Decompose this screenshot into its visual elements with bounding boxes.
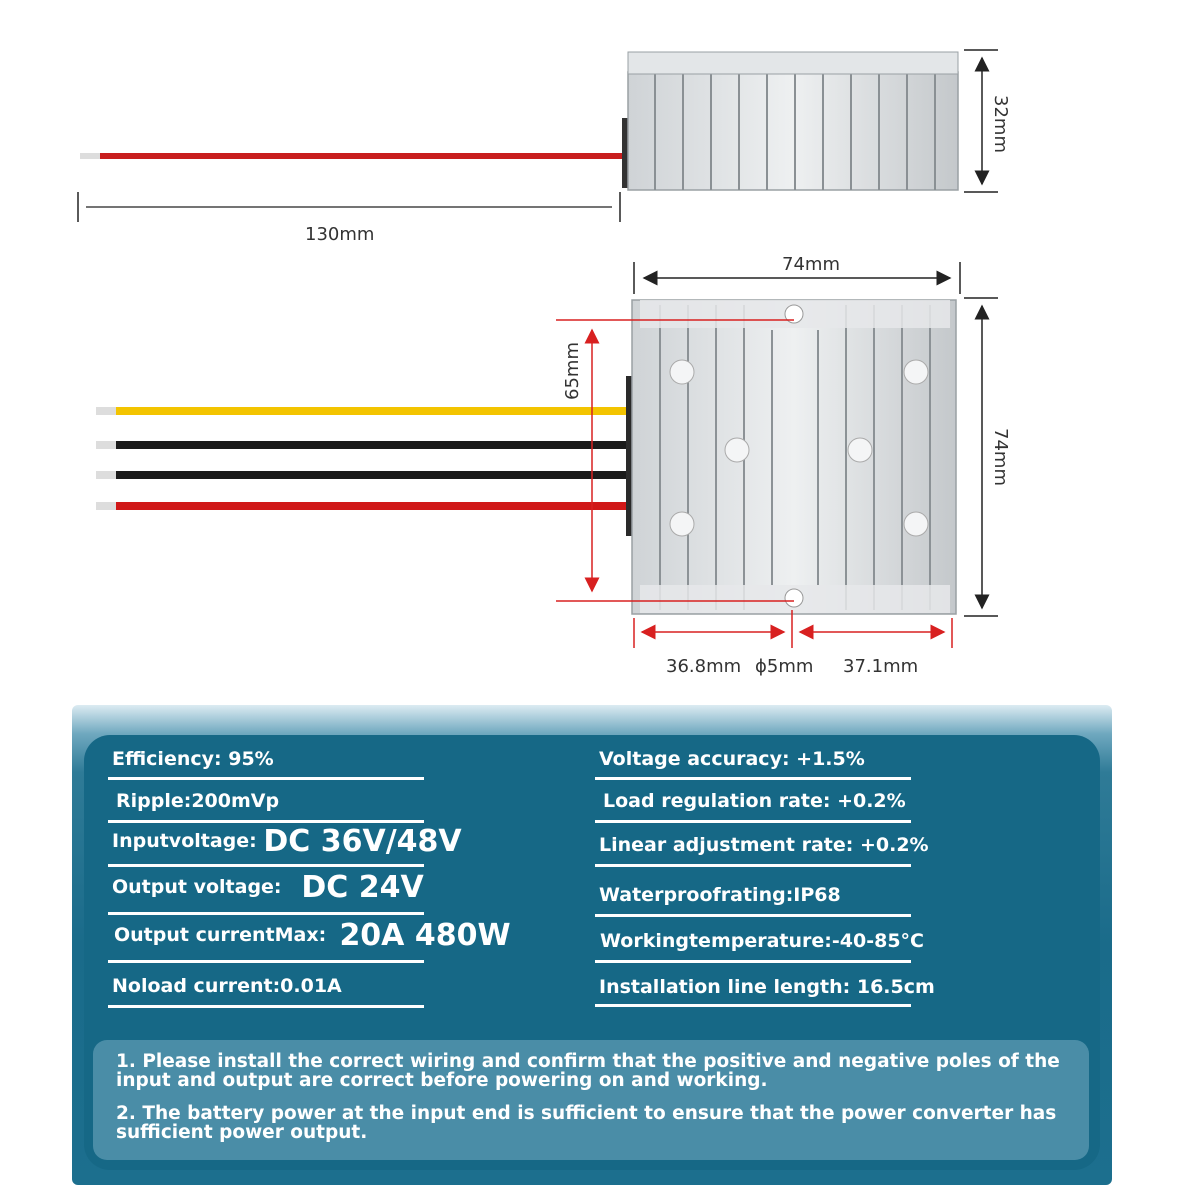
spec-load-regulation: Load regulation rate: +0.2% bbox=[603, 790, 906, 812]
dim-top-height: 74mm bbox=[990, 428, 1011, 486]
spec-output-current: Output currentMax: 20A 480W bbox=[114, 918, 511, 953]
top-view bbox=[96, 254, 1011, 677]
top-heatsink bbox=[632, 300, 956, 614]
dim-left-offset: 36.8mm bbox=[666, 656, 742, 677]
spec-linear-adjustment: Linear adjustment rate: +0.2% bbox=[599, 834, 929, 856]
spec-voltage-accuracy: Voltage accuracy: +1.5% bbox=[599, 748, 865, 770]
spec-output-voltage: Output voltage: DC 24V bbox=[112, 870, 424, 905]
spec-input-voltage: Inputvoltage: DC 36V/48V bbox=[112, 824, 462, 859]
dim-top-width: 74mm bbox=[782, 254, 840, 275]
side-heatsink bbox=[628, 52, 958, 190]
note-wiring: 1. Please install the correct wiring and confirm that the positive and negative poles of the input and output are correct before powering on and working. bbox=[116, 1051, 1060, 1091]
spec-installation-length: Installation line length: 16.5cm bbox=[599, 976, 935, 998]
wire-bundle bbox=[96, 376, 636, 536]
side-view bbox=[78, 50, 1011, 245]
dim-hole-spacing: 65mm bbox=[562, 342, 583, 400]
dim-wire-length: 130mm bbox=[305, 224, 375, 245]
dim-hole-diameter: ɸ5mm bbox=[755, 656, 814, 677]
mount-hole-bottom bbox=[785, 589, 803, 607]
spec-input-voltage-value: DC 36V/48V bbox=[263, 824, 462, 859]
spec-efficiency: Efficiency: 95% bbox=[112, 748, 274, 770]
note-battery: 2. The battery power at the input end is sufficient to ensure that the power converter has sufficient power output. bbox=[116, 1103, 1057, 1143]
spec-working-temperature: Workingtemperature:-40-85°C bbox=[600, 930, 924, 952]
dim-side-height: 32mm bbox=[990, 95, 1011, 153]
dim-right-offset: 37.1mm bbox=[843, 656, 919, 677]
spec-output-voltage-value: DC 24V bbox=[301, 870, 424, 905]
spec-ripple: Ripple:200mVp bbox=[116, 790, 280, 812]
spec-waterproof: Waterproofrating:IP68 bbox=[599, 884, 841, 906]
spec-noload-current: Noload current:0.01A bbox=[112, 975, 342, 997]
spec-output-current-value: 20A 480W bbox=[339, 918, 511, 953]
